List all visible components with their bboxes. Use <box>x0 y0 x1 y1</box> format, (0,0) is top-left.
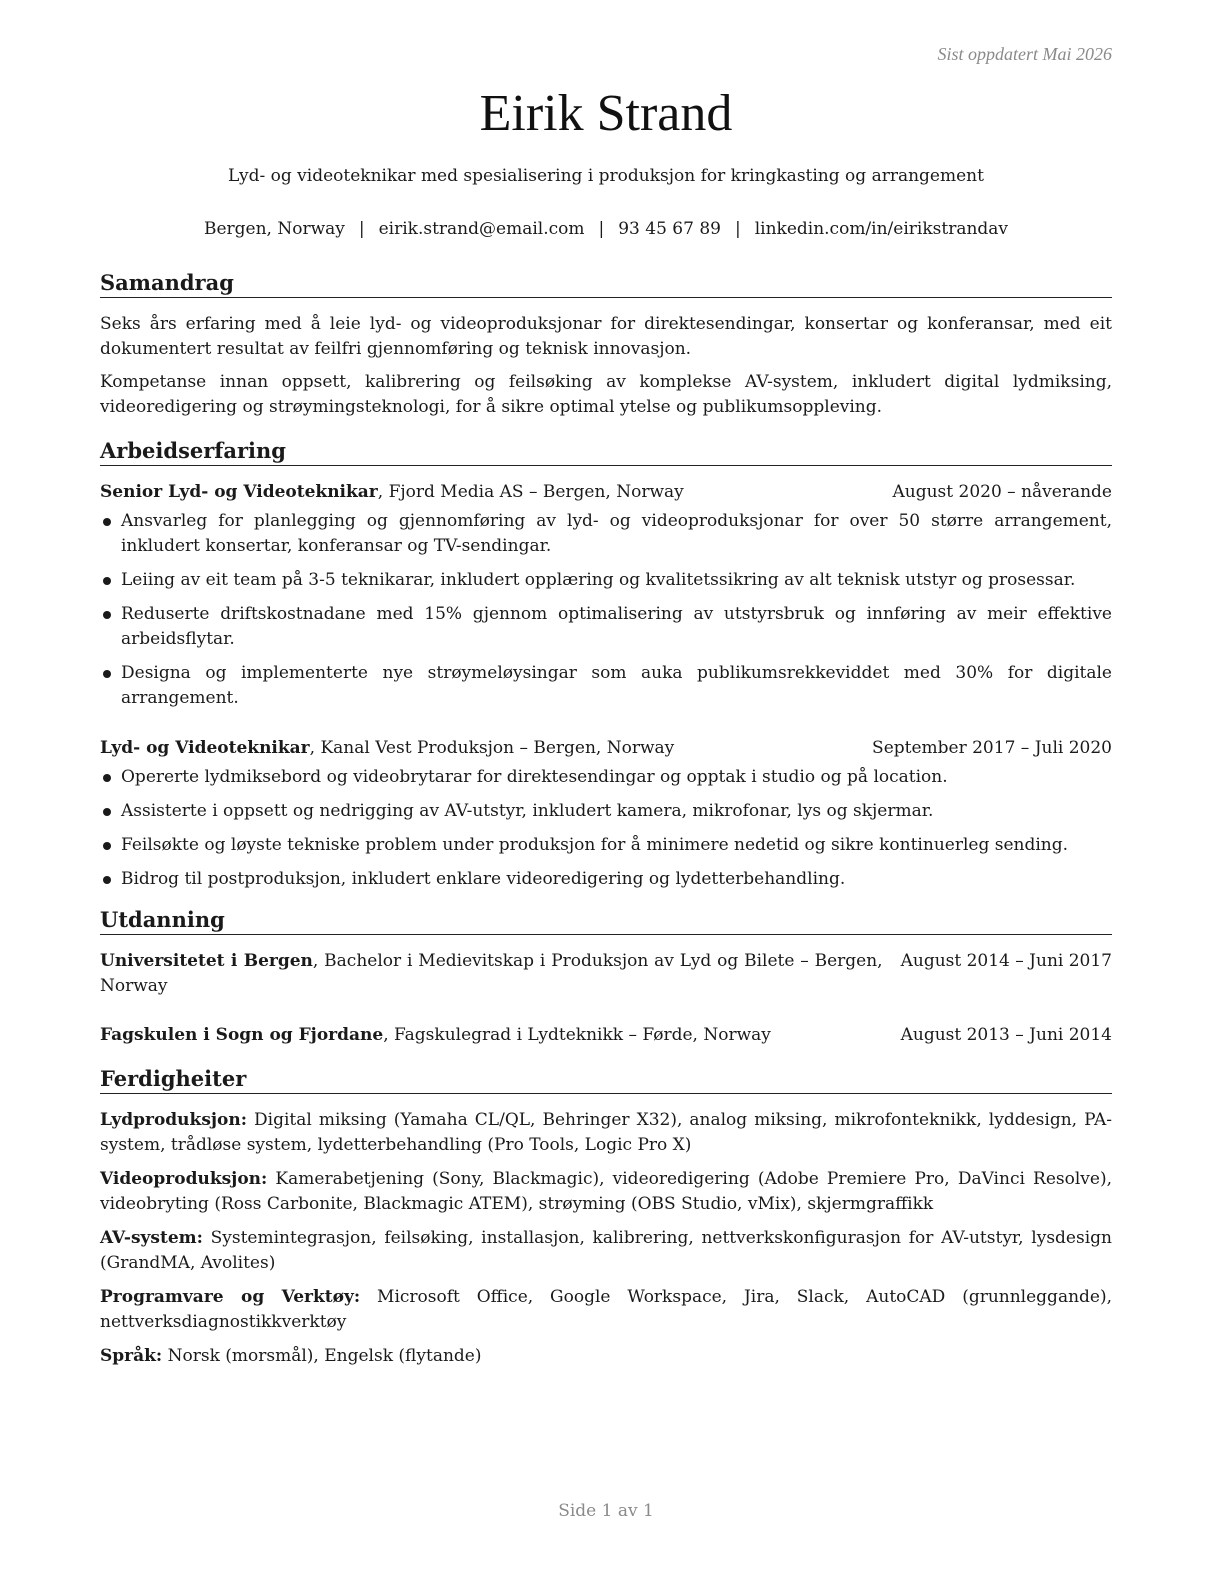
job-bullet: Leiing av eit team på 3-5 teknikarar, inkludert opplæring og kvalitetssikring av alt teknisk utstyr og prosessar. <box>100 568 1112 593</box>
education-dates: August 2013 – Juni 2014 <box>900 1025 1112 1046</box>
contact-phone: 93 45 67 89 <box>618 219 721 239</box>
education-entry <box>100 949 1112 999</box>
contact-line <box>100 219 1112 239</box>
skill-item <box>100 1285 1112 1335</box>
skill-text: Microsoft Office, Google Workspace, Jira, Slack, AutoCAD (grunnleggande), nettverksdiagnostikkverktøy <box>100 1287 1113 1333</box>
tagline: Lyd- og videoteknikar med spesialisering i produksjon for kringkasting og arrangement <box>228 166 984 186</box>
job-bullet: Designa og implementerte nye strøymeløysingar som auka publikumsrekkeviddet med 30% for digitale arrangement. <box>100 661 1112 711</box>
candidate-name: Eirik Strand <box>479 85 733 142</box>
skill-item <box>100 1226 1112 1276</box>
job-bullet: Assisterte i oppsett og nedrigging av AV-utstyr, inkludert kamera, mikrofonar, lys og skjermar. <box>100 799 1112 824</box>
section-title-skills: Ferdigheiter <box>100 1066 1112 1094</box>
job-entry <box>100 736 1112 892</box>
skill-label: Språk: <box>100 1346 163 1367</box>
skills-section <box>100 1066 1112 1378</box>
skill-text: Kamerabetjening (Sony, Blackmagic), videoredigering (Adobe Premiere Pro, DaVinci Resolve), videobryting (Ross Carbonite, Blackmagic ATEM), strøyming (OBS Studio, vMix), skjermgraffikk <box>100 1169 1112 1215</box>
skill-label: AV-system: <box>100 1228 203 1249</box>
education-dates: August 2014 – Juni 2017 <box>900 951 1112 972</box>
skill-item <box>100 1344 1112 1369</box>
job-dates: September 2017 – Juli 2020 <box>872 738 1112 759</box>
job-entry <box>100 480 1112 711</box>
skill-item <box>100 1167 1112 1217</box>
section-title-summary: Samandrag <box>100 270 1112 298</box>
job-bullet: Reduserte driftskostnadane med 15% gjennom optimalisering av utstyrsbruk og innføring av meir effektive arbeidsflytar. <box>100 602 1112 652</box>
skill-item <box>100 1108 1112 1158</box>
section-title-experience: Arbeidserfaring <box>100 438 1112 466</box>
education-school: Universitetet i Bergen <box>100 951 313 972</box>
job-company: , Fjord Media AS – Bergen, Norway <box>377 482 684 503</box>
education-school: Fagskulen i Sogn og Fjordane <box>100 1025 384 1046</box>
job-bullets <box>100 765 1112 892</box>
education-detail: , Fagskulegrad i Lydteknikk – Førde, Norway <box>383 1025 771 1046</box>
job-dates: August 2020 – nåverande <box>892 482 1112 503</box>
skill-label: Lydproduksjon: <box>100 1110 248 1131</box>
contact-linkedin[interactable]: linkedin.com/in/eirikstrandav <box>754 219 1009 239</box>
experience-section <box>100 438 1112 901</box>
skill-text: Digital miksing (Yamaha CL/QL, Behringer X32), analog miksing, mikrofonteknikk, lyddesign, PA-system, trådløse system, lydetterbehandling (Pro Tools, Logic Pro X) <box>100 1110 1112 1156</box>
contact-separator: | <box>734 219 741 239</box>
skill-label: Videoproduksjon: <box>100 1169 268 1190</box>
skill-label: Programvare og Verktøy: <box>100 1287 361 1308</box>
job-bullet: Feilsøkte og løyste tekniske problem under produksjon for å minimere nedetid og sikre kontinuerleg sending. <box>100 833 1112 858</box>
summary-paragraph: Kompetanse innan oppsett, kalibrering og feilsøking av komplekse AV-system, inkludert digital lydmiksing, videoredigering og strøymingsteknologi, for å sikre optimal ytelse og publikumsoppleving. <box>100 372 1112 418</box>
section-title-education: Utdanning <box>100 907 1112 935</box>
job-bullets <box>100 509 1112 711</box>
skill-text: Systemintegrasjon, feilsøking, installasjon, kalibrering, nettverkskonfigurasjon for AV-utstyr, lysdesign (GrandMA, Avolites) <box>100 1228 1112 1274</box>
skill-text: Norsk (morsmål), Engelsk (flytande) <box>162 1346 482 1367</box>
job-header <box>100 736 1112 761</box>
contact-separator: | <box>598 219 605 239</box>
job-bullet: Ansvarleg for planlegging og gjennomføring av lyd- og videoproduksjonar for over 50 større arrangement, inkludert konsertar, konferansar og TV-sendingar. <box>100 509 1112 559</box>
education-entry <box>100 1023 1112 1048</box>
job-role: Lyd- og Videoteknikar <box>100 738 310 759</box>
summary-section <box>100 270 1112 420</box>
job-bullet: Opererte lydmiksebord og videobrytarar for direktesendingar og opptak i studio og på location. <box>100 765 1112 790</box>
job-role: Senior Lyd- og Videoteknikar <box>100 482 378 503</box>
contact-email[interactable]: eirik.strand@email.com <box>378 219 585 239</box>
last-updated: Sist oppdatert Mai 2026 <box>937 44 1112 64</box>
job-header <box>100 480 1112 505</box>
summary-paragraph: Seks års erfaring med å leie lyd- og videoproduksjonar for direktesendingar, konsertar og konferansar, med eit dokumentert resultat av feilfri gjennomføring og teknisk innovasjon. <box>100 314 1112 360</box>
education-detail: , Bachelor i Medievitskap i Produksjon av Lyd og Bilete – Bergen, Norway <box>100 951 883 997</box>
contact-location: Bergen, Norway <box>203 219 345 239</box>
page-number: Side 1 av 1 <box>558 1501 654 1521</box>
education-section <box>100 907 1112 1048</box>
resume-page <box>100 0 1112 1584</box>
contact-separator: | <box>358 219 365 239</box>
job-company: , Kanal Vest Produksjon – Bergen, Norway <box>309 738 675 759</box>
job-bullet: Bidrog til postproduksjon, inkludert enklare videoredigering og lydetterbehandling. <box>100 867 1112 892</box>
